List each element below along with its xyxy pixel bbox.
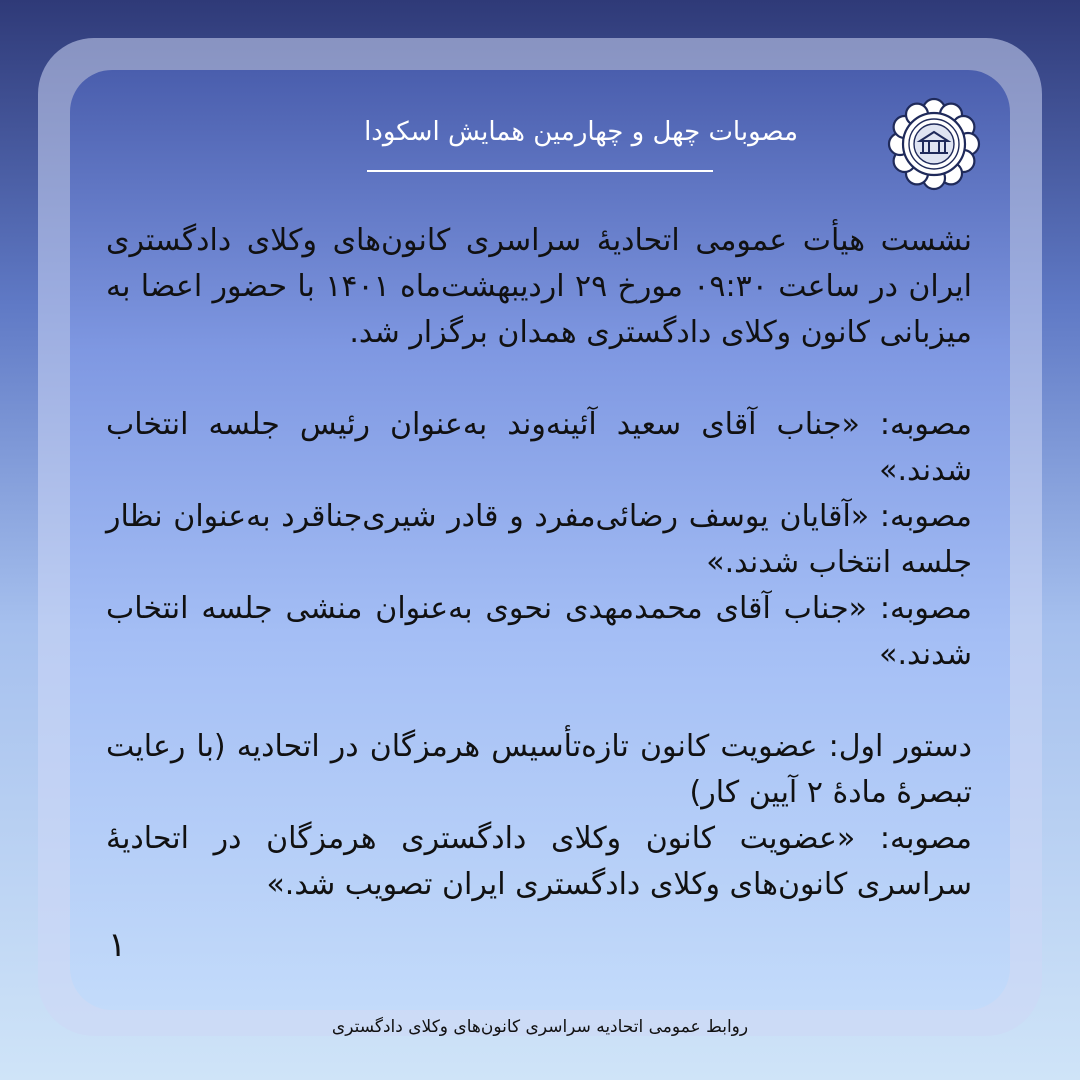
body-text (106, 218, 972, 908)
title-underline (367, 170, 713, 172)
page-number: ۱ (108, 925, 127, 965)
resolution-paragraph: مصوبه: «جناب آقای سعید آئینه‌وند به‌عنوان رئیس جلسه انتخاب شدند.» (106, 407, 972, 488)
resolution-paragraph: مصوبه: «جناب آقای محمدمهدی نحوی به‌عنوان منشی جلسه انتخاب شدند.» (106, 591, 972, 672)
agenda-item: دستور اول: عضویت کانون تازه‌تأسیس هرمزگان در اتحادیه (با رعایت تبصرۀ مادۀ ۲ آیین کار) (106, 729, 972, 810)
paragraph-gap (106, 678, 972, 724)
emblem-rosette-icon (887, 97, 981, 191)
paragraph-gap (106, 356, 972, 402)
resolution-paragraph: مصوبه: «عضویت کانون وکلای دادگستری هرمزگان در اتحادیۀ سراسری کانون‌های وکلای دادگستری ایران تصویب شد.» (106, 821, 972, 902)
page-title: مصوبات چهل و چهارمین همایش اسکودا (364, 117, 798, 147)
resolution-paragraph: مصوبه: «آقایان یوسف رضائی‌مفرد و قادر شیری‌جناقرد به‌عنوان نظار جلسه انتخاب شدند.» (106, 499, 972, 580)
intro-paragraph: نشست هیأت عمومی اتحادیۀ سراسری کانون‌های وکلای دادگستری ایران در ساعت ۰۹:۳۰ مورخ ۲۹ اردیبهشت‌ماه ۱۴۰۱ با حضور اعضا به میزبانی کانون وکلای دادگستری همدان برگزار شد. (106, 223, 972, 350)
footer-credit: روابط عمومی اتحادیه سراسری کانون‌های وکلای دادگستری (331, 1017, 749, 1037)
